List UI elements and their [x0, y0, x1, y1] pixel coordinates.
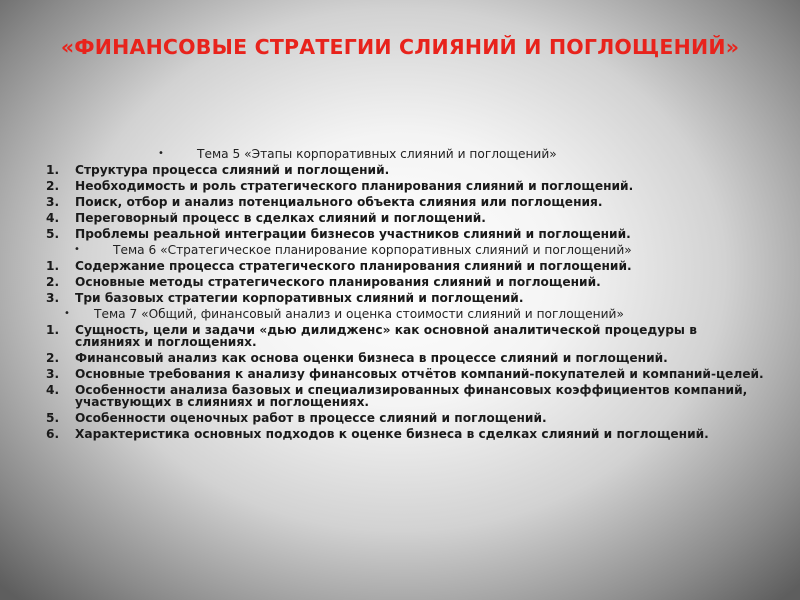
list-item-number: 2.	[46, 275, 60, 289]
list-item-text: Особенности оценочных работ в процессе слияний и поглощений.	[75, 411, 547, 425]
list-item-number: 6.	[46, 427, 60, 441]
list-item-number: 1.	[46, 163, 60, 177]
list-item-number: 4.	[46, 211, 60, 225]
list-item	[44, 426, 764, 442]
list-item-text: Основные методы стратегического планирования слияний и поглощений.	[75, 275, 601, 289]
topic-heading	[44, 306, 764, 322]
list-item-text: Переговорный процесс в сделках слияний и поглощений.	[75, 211, 486, 225]
list-item	[44, 274, 764, 290]
list-item	[44, 162, 764, 178]
list-item-number: 3.	[46, 291, 60, 305]
list-item	[44, 178, 764, 194]
list-item-number: 4.	[46, 383, 60, 397]
list-item	[44, 382, 764, 410]
list-item	[44, 258, 764, 274]
list-item-number: 3.	[46, 195, 60, 209]
bullet-icon: •	[64, 308, 70, 319]
list-item-text: Финансовый анализ как основа оценки бизнеса в процессе слияний и поглощений.	[75, 351, 668, 365]
list-item-number: 5.	[46, 227, 60, 241]
topic-title: Тема 7 «Общий, финансовый анализ и оценка стоимости слияний и поглощений»	[94, 307, 624, 321]
list-item	[44, 194, 764, 210]
list-item-number: 2.	[46, 351, 60, 365]
list-item	[44, 410, 764, 426]
list-item-text: Поиск, отбор и анализ потенциального объекта слияния или поглощения.	[75, 195, 603, 209]
list-item-text: Особенности анализа базовых и специализированных финансовых коэффициентов компаний, участвующих в слияниях и поглощениях.	[75, 383, 748, 409]
list-item	[44, 322, 764, 350]
list-item-number: 3.	[46, 367, 60, 381]
list-item-number: 2.	[46, 179, 60, 193]
topic-heading	[44, 242, 764, 258]
list-item	[44, 350, 764, 366]
slide-title: «ФИНАНСОВЫЕ СТРАТЕГИИ СЛИЯНИЙ И ПОГЛОЩЕНИЙ»	[60, 35, 740, 59]
bullet-icon: •	[158, 148, 164, 159]
topic-title: Тема 6 «Стратегическое планирование корпоративных слияний и поглощений»	[113, 243, 632, 257]
topic-heading	[44, 146, 764, 162]
list-item	[44, 226, 764, 242]
list-item-number: 1.	[46, 323, 60, 337]
list-item-text: Проблемы реальной интеграции бизнесов участников слияний и поглощений.	[75, 227, 631, 241]
list-item-text: Основные требования к анализу финансовых отчётов компаний-покупателей и компаний-целей.	[75, 367, 764, 381]
list-item	[44, 210, 764, 226]
list-item-text: Три базовых стратегии корпоративных слияний и поглощений.	[75, 291, 524, 305]
list-item	[44, 290, 764, 306]
bullet-icon: •	[74, 244, 80, 255]
list-item-number: 1.	[46, 259, 60, 273]
list-item-text: Характеристика основных подходов к оценке бизнеса в сделках слияний и поглощений.	[75, 427, 709, 441]
list-item-text: Содержание процесса стратегического планирования слияний и поглощений.	[75, 259, 632, 273]
list-item-number: 5.	[46, 411, 60, 425]
slide-content	[44, 146, 764, 442]
topic-title: Тема 5 «Этапы корпоративных слияний и поглощений»	[197, 147, 557, 161]
list-item-text: Сущность, цели и задачи «дью дилидженс» как основной аналитической процедуры в слияниях и поглощениях.	[75, 323, 697, 349]
list-item-text: Необходимость и роль стратегического планирования слияний и поглощений.	[75, 179, 634, 193]
list-item-text: Структура процесса слияний и поглощений.	[75, 163, 390, 177]
list-item	[44, 366, 764, 382]
